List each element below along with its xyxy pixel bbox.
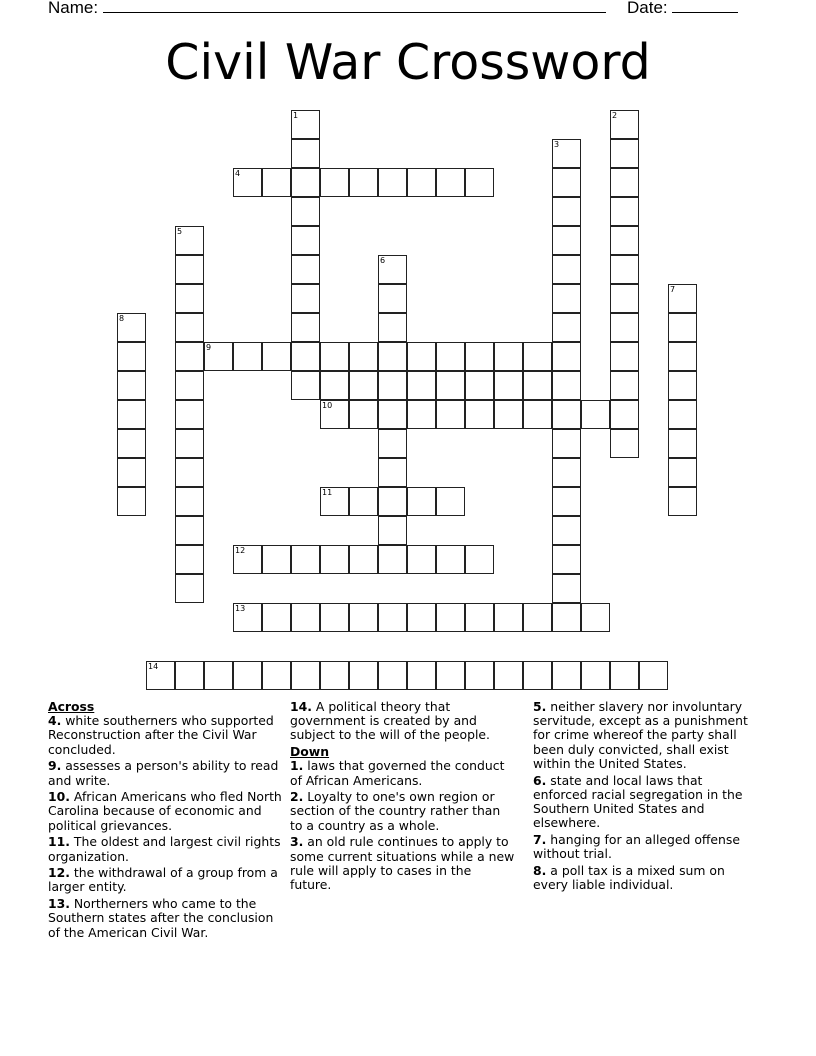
name-field[interactable] xyxy=(48,0,606,18)
grid-cell-r17-c11[interactable] xyxy=(436,603,465,632)
grid-cell-r9-c9[interactable] xyxy=(378,371,407,400)
clues-column-1 xyxy=(48,700,284,942)
grid-cell-r15-c12[interactable] xyxy=(465,545,494,574)
grid-cell-r13-c8[interactable] xyxy=(349,487,378,516)
grid-cell-r4-c6[interactable] xyxy=(291,226,320,255)
grid-cell-r19-c4[interactable] xyxy=(233,661,262,690)
grid-cell-r10-c16[interactable] xyxy=(581,400,610,429)
clue-down-2: 2. Loyalty to one's own region or section of the country rather than to a country as a whole. xyxy=(290,789,501,833)
grid-cell-r17-c14[interactable] xyxy=(523,603,552,632)
grid-cell-r19-c14[interactable] xyxy=(523,661,552,690)
grid-cell-r8-c5[interactable] xyxy=(262,342,291,371)
clue-down-1: 1. laws that governed the conduct of African Americans. xyxy=(290,758,505,788)
clue-number-label: 14 xyxy=(148,662,159,671)
grid-cell-r9-c11[interactable] xyxy=(436,371,465,400)
grid-cell-r9-c8[interactable] xyxy=(349,371,378,400)
grid-cell-r10-c13[interactable] xyxy=(494,400,523,429)
grid-cell-r19-c13[interactable] xyxy=(494,661,523,690)
grid-cell-r17-c15[interactable] xyxy=(552,603,581,632)
grid-cell-r1-c6[interactable] xyxy=(291,139,320,168)
clue-across-14: 14. A political theory that government is created by and subject to the will of the people. xyxy=(290,699,490,743)
grid-cell-r12-c9[interactable] xyxy=(378,458,407,487)
grid-cell-r9-c15[interactable] xyxy=(552,371,581,400)
clue-across-11: 11. The oldest and largest civil rights organization. xyxy=(48,834,281,864)
grid-cell-r8-c17[interactable] xyxy=(610,342,639,371)
grid-cell-r15-c2[interactable] xyxy=(175,545,204,574)
grid-cell-r9-c0[interactable] xyxy=(117,371,146,400)
name-label: Name: xyxy=(48,0,99,17)
grid-cell-r10-c10[interactable] xyxy=(407,400,436,429)
down-heading: Down xyxy=(290,744,330,760)
grid-cell-r15-c6[interactable] xyxy=(291,545,320,574)
grid-cell-r16-c15[interactable] xyxy=(552,574,581,603)
clue-number-label: 11 xyxy=(322,488,333,497)
grid-cell-r6-c6[interactable] xyxy=(291,284,320,313)
grid-cell-r7-c19[interactable] xyxy=(668,313,697,342)
clue-number-label: 1 xyxy=(293,111,299,120)
grid-cell-r11-c17[interactable] xyxy=(610,429,639,458)
grid-cell-r7-c15[interactable] xyxy=(552,313,581,342)
grid-cell-r6-c19[interactable] xyxy=(668,284,697,313)
grid-cell-r1-c17[interactable] xyxy=(610,139,639,168)
grid-cell-r7-c6[interactable] xyxy=(291,313,320,342)
grid-cell-r10-c15[interactable] xyxy=(552,400,581,429)
grid-cell-r10-c2[interactable] xyxy=(175,400,204,429)
grid-cell-r15-c15[interactable] xyxy=(552,545,581,574)
grid-cell-r5-c2[interactable] xyxy=(175,255,204,284)
clue-across-13: 13. Northerners who came to the Southern states after the conclusion of the American Civil War. xyxy=(48,896,274,940)
grid-cell-r11-c2[interactable] xyxy=(175,429,204,458)
grid-cell-r8-c11[interactable] xyxy=(436,342,465,371)
grid-cell-r10-c19[interactable] xyxy=(668,400,697,429)
grid-cell-r2-c6[interactable] xyxy=(291,168,320,197)
grid-cell-r19-c6[interactable] xyxy=(291,661,320,690)
clue-number-label: 7 xyxy=(670,285,676,294)
grid-cell-r8-c12[interactable] xyxy=(465,342,494,371)
grid-cell-r17-c5[interactable] xyxy=(262,603,291,632)
grid-cell-r2-c15[interactable] xyxy=(552,168,581,197)
grid-cell-r8-c10[interactable] xyxy=(407,342,436,371)
grid-cell-r19-c5[interactable] xyxy=(262,661,291,690)
grid-cell-r9-c19[interactable] xyxy=(668,371,697,400)
grid-cell-r17-c9[interactable] xyxy=(378,603,407,632)
grid-cell-r5-c15[interactable] xyxy=(552,255,581,284)
grid-cell-r12-c0[interactable] xyxy=(117,458,146,487)
grid-cell-r6-c15[interactable] xyxy=(552,284,581,313)
date-field[interactable] xyxy=(627,0,738,18)
grid-cell-r8-c15[interactable] xyxy=(552,342,581,371)
grid-cell-r6-c9[interactable] xyxy=(378,284,407,313)
grid-cell-r9-c12[interactable] xyxy=(465,371,494,400)
grid-cell-r15-c8[interactable] xyxy=(349,545,378,574)
grid-cell-r2-c8[interactable] xyxy=(349,168,378,197)
grid-cell-r13-c19[interactable] xyxy=(668,487,697,516)
grid-cell-r2-c4[interactable] xyxy=(233,168,262,197)
grid-cell-r19-c8[interactable] xyxy=(349,661,378,690)
grid-cell-r15-c9[interactable] xyxy=(378,545,407,574)
clue-number-label: 10 xyxy=(322,401,333,410)
grid-cell-r10-c9[interactable] xyxy=(378,400,407,429)
grid-cell-r13-c7[interactable] xyxy=(320,487,349,516)
grid-cell-r19-c15[interactable] xyxy=(552,661,581,690)
grid-cell-r9-c14[interactable] xyxy=(523,371,552,400)
grid-cell-r4-c2[interactable] xyxy=(175,226,204,255)
grid-cell-r17-c16[interactable] xyxy=(581,603,610,632)
clues-column-2 xyxy=(290,700,516,895)
clue-down-3: 3. an old rule continues to apply to some current situations while a new rule will apply to cases in the future. xyxy=(290,834,515,892)
grid-cell-r17-c8[interactable] xyxy=(349,603,378,632)
grid-cell-r2-c7[interactable] xyxy=(320,168,349,197)
grid-cell-r13-c0[interactable] xyxy=(117,487,146,516)
grid-cell-r8-c14[interactable] xyxy=(523,342,552,371)
grid-cell-r12-c2[interactable] xyxy=(175,458,204,487)
grid-cell-r9-c13[interactable] xyxy=(494,371,523,400)
grid-cell-r4-c17[interactable] xyxy=(610,226,639,255)
grid-cell-r19-c7[interactable] xyxy=(320,661,349,690)
grid-cell-r19-c1[interactable] xyxy=(146,661,175,690)
clue-number-label: 4 xyxy=(235,169,241,178)
grid-cell-r12-c19[interactable] xyxy=(668,458,697,487)
grid-cell-r6-c17[interactable] xyxy=(610,284,639,313)
grid-cell-r17-c6[interactable] xyxy=(291,603,320,632)
grid-cell-r8-c0[interactable] xyxy=(117,342,146,371)
grid-cell-r8-c6[interactable] xyxy=(291,342,320,371)
grid-cell-r15-c10[interactable] xyxy=(407,545,436,574)
grid-cell-r14-c2[interactable] xyxy=(175,516,204,545)
date-label: Date: xyxy=(627,0,668,17)
grid-cell-r2-c11[interactable] xyxy=(436,168,465,197)
grid-cell-r19-c12[interactable] xyxy=(465,661,494,690)
grid-cell-r3-c15[interactable] xyxy=(552,197,581,226)
grid-cell-r11-c9[interactable] xyxy=(378,429,407,458)
grid-cell-r10-c12[interactable] xyxy=(465,400,494,429)
clues-column-3 xyxy=(533,700,759,895)
grid-cell-r9-c10[interactable] xyxy=(407,371,436,400)
grid-cell-r11-c19[interactable] xyxy=(668,429,697,458)
grid-cell-r8-c4[interactable] xyxy=(233,342,262,371)
clue-number-label: 12 xyxy=(235,546,246,555)
grid-cell-r11-c15[interactable] xyxy=(552,429,581,458)
grid-cell-r19-c18[interactable] xyxy=(639,661,668,690)
grid-cell-r10-c0[interactable] xyxy=(117,400,146,429)
grid-cell-r19-c16[interactable] xyxy=(581,661,610,690)
grid-cell-r13-c9[interactable] xyxy=(378,487,407,516)
clue-number-label: 6 xyxy=(380,256,386,265)
clue-across-9: 9. assesses a person's ability to read and write. xyxy=(48,758,279,788)
clue-number-label: 3 xyxy=(554,140,560,149)
grid-cell-r0-c6[interactable] xyxy=(291,110,320,139)
grid-cell-r13-c15[interactable] xyxy=(552,487,581,516)
grid-cell-r19-c17[interactable] xyxy=(610,661,639,690)
grid-cell-r9-c17[interactable] xyxy=(610,371,639,400)
grid-cell-r7-c17[interactable] xyxy=(610,313,639,342)
grid-cell-r17-c7[interactable] xyxy=(320,603,349,632)
grid-cell-r13-c10[interactable] xyxy=(407,487,436,516)
grid-cell-r15-c11[interactable] xyxy=(436,545,465,574)
across-heading: Across xyxy=(48,699,95,714)
grid-cell-r14-c15[interactable] xyxy=(552,516,581,545)
grid-cell-r7-c2[interactable] xyxy=(175,313,204,342)
grid-cell-r10-c7[interactable] xyxy=(320,400,349,429)
grid-cell-r16-c2[interactable] xyxy=(175,574,204,603)
grid-cell-r10-c14[interactable] xyxy=(523,400,552,429)
clue-across-12: 12. the withdrawal of a group from a larger entity. xyxy=(48,865,278,895)
clue-across-10: 10. African Americans who fled North Carolina because of economic and political grievances. xyxy=(48,789,282,833)
grid-cell-r5-c6[interactable] xyxy=(291,255,320,284)
grid-cell-r12-c15[interactable] xyxy=(552,458,581,487)
grid-cell-r17-c4[interactable] xyxy=(233,603,262,632)
grid-cell-r17-c12[interactable] xyxy=(465,603,494,632)
grid-cell-r7-c0[interactable] xyxy=(117,313,146,342)
grid-cell-r19-c9[interactable] xyxy=(378,661,407,690)
clue-down-8: 8. a poll tax is a mixed sum on every liable individual. xyxy=(533,862,725,892)
grid-cell-r13-c11[interactable] xyxy=(436,487,465,516)
grid-cell-r1-c15[interactable] xyxy=(552,139,581,168)
grid-cell-r14-c9[interactable] xyxy=(378,516,407,545)
clue-across-4: 4. white southerners who supported Reconstruction after the Civil War concluded. xyxy=(48,713,274,757)
grid-cell-r2-c17[interactable] xyxy=(610,168,639,197)
grid-cell-r19-c3[interactable] xyxy=(204,661,233,690)
grid-cell-r10-c11[interactable] xyxy=(436,400,465,429)
grid-cell-r0-c17[interactable] xyxy=(610,110,639,139)
grid-cell-r2-c12[interactable] xyxy=(465,168,494,197)
grid-cell-r8-c8[interactable] xyxy=(349,342,378,371)
grid-cell-r15-c7[interactable] xyxy=(320,545,349,574)
grid-cell-r2-c10[interactable] xyxy=(407,168,436,197)
grid-cell-r5-c9[interactable] xyxy=(378,255,407,284)
grid-cell-r8-c3[interactable] xyxy=(204,342,233,371)
grid-cell-r2-c9[interactable] xyxy=(378,168,407,197)
clue-down-5: 5. neither slavery nor involuntary servitude, except as a punishment for crime whereof the party shall been duly convicted, shall exist within the United States. xyxy=(533,699,748,771)
clue-number-label: 13 xyxy=(235,604,246,613)
clue-number-label: 9 xyxy=(206,343,212,352)
grid-cell-r15-c4[interactable] xyxy=(233,545,262,574)
grid-cell-r10-c8[interactable] xyxy=(349,400,378,429)
grid-cell-r17-c10[interactable] xyxy=(407,603,436,632)
grid-cell-r2-c5[interactable] xyxy=(262,168,291,197)
grid-cell-r9-c7[interactable] xyxy=(320,371,349,400)
grid-cell-r4-c15[interactable] xyxy=(552,226,581,255)
grid-cell-r8-c13[interactable] xyxy=(494,342,523,371)
clue-number-label: 5 xyxy=(177,227,183,236)
grid-cell-r19-c2[interactable] xyxy=(175,661,204,690)
grid-cell-r6-c2[interactable] xyxy=(175,284,204,313)
grid-cell-r8-c7[interactable] xyxy=(320,342,349,371)
grid-cell-r3-c6[interactable] xyxy=(291,197,320,226)
grid-cell-r7-c9[interactable] xyxy=(378,313,407,342)
grid-cell-r19-c11[interactable] xyxy=(436,661,465,690)
page-title: Civil War Crossword xyxy=(165,34,651,91)
clue-number-label: 8 xyxy=(119,314,125,323)
grid-cell-r15-c5[interactable] xyxy=(262,545,291,574)
grid-cell-r5-c17[interactable] xyxy=(610,255,639,284)
grid-cell-r19-c10[interactable] xyxy=(407,661,436,690)
grid-cell-r17-c13[interactable] xyxy=(494,603,523,632)
grid-cell-r10-c17[interactable] xyxy=(610,400,639,429)
grid-cell-r9-c6[interactable] xyxy=(291,371,320,400)
grid-cell-r9-c2[interactable] xyxy=(175,371,204,400)
clue-number-label: 2 xyxy=(612,111,618,120)
grid-cell-r8-c9[interactable] xyxy=(378,342,407,371)
clue-down-7: 7. hanging for an alleged offense without trial. xyxy=(533,831,740,862)
date-blank-line[interactable] xyxy=(672,0,738,13)
grid-cell-r8-c19[interactable] xyxy=(668,342,697,371)
clue-down-6: 6. state and local laws that enforced racial segregation in the Southern United States and elsewhere. xyxy=(533,772,743,831)
grid-cell-r3-c17[interactable] xyxy=(610,197,639,226)
grid-cell-r13-c2[interactable] xyxy=(175,487,204,516)
name-blank-line[interactable] xyxy=(103,0,606,13)
grid-cell-r11-c0[interactable] xyxy=(117,429,146,458)
grid-cell-r8-c2[interactable] xyxy=(175,342,204,371)
